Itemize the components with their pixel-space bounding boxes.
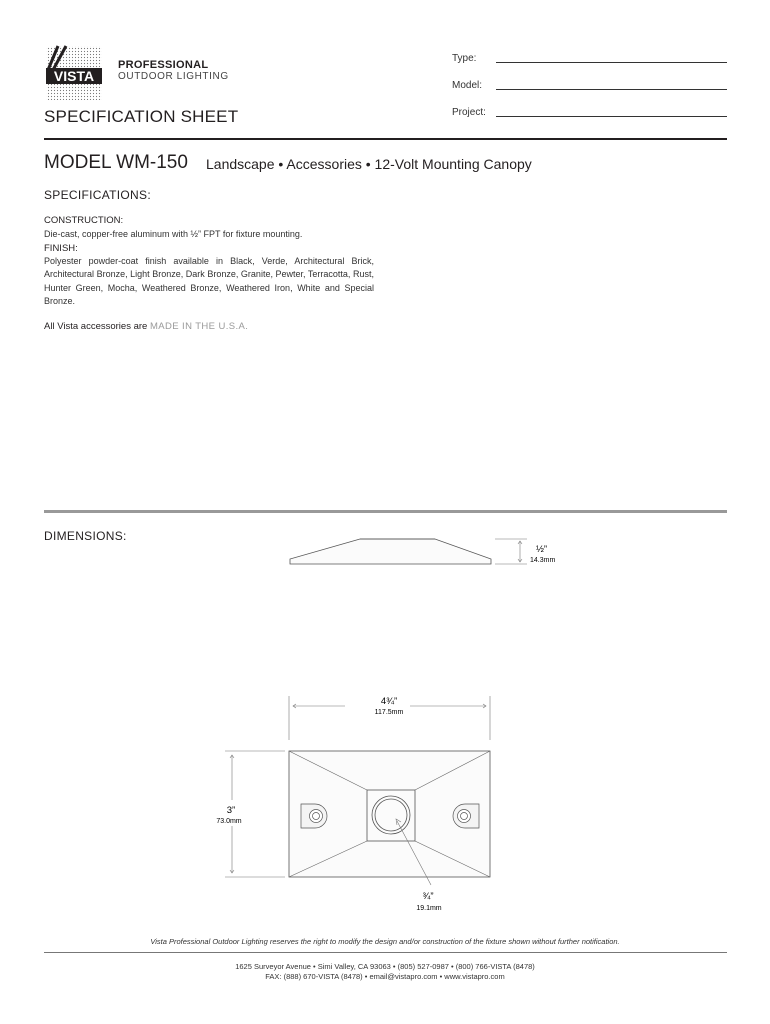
brand-outdoor-lighting: OUTDOOR LIGHTING <box>118 71 229 82</box>
height-metric: 14.3mm <box>530 557 556 564</box>
model-subtitle: Landscape • Accessories • 12-Volt Mounting Canopy <box>206 156 532 172</box>
made-in-usa-line <box>44 321 248 332</box>
dimensions-heading: DIMENSIONS: <box>44 529 127 543</box>
hole-metric: 19.1mm <box>416 905 442 912</box>
hole-imperial: ¾” <box>422 891 434 902</box>
model-title: MODEL WM-150 <box>44 152 188 173</box>
specifications-heading: SPECIFICATIONS: <box>44 188 151 202</box>
finish-label: FINISH: <box>44 243 78 254</box>
construction-text: Die-cast, copper-free aluminum with ½” FPT for fixture mounting. <box>44 229 303 239</box>
top-divider <box>44 138 727 140</box>
bottom-divider <box>44 952 727 953</box>
brand-professional: PROFESSIONAL <box>118 59 209 71</box>
vista-logo <box>44 44 104 102</box>
model-label: Model: <box>452 80 483 91</box>
model-field-line[interactable] <box>496 89 727 90</box>
canopy-profile <box>290 539 491 564</box>
center-boss <box>367 790 415 841</box>
construction-label: CONSTRUCTION: <box>44 215 124 226</box>
height-imperial: ½” <box>536 544 548 555</box>
width-metric: 117.5mm <box>374 709 404 716</box>
height-dimension-line <box>495 539 527 564</box>
footer-contact: FAX: (888) 670-VISTA (8478) • email@vistapro.com • www.vistapro.com <box>265 972 505 981</box>
made-prefix: All Vista accessories are <box>44 321 150 332</box>
width-imperial: 4¾” <box>380 696 398 707</box>
depth-imperial: 3” <box>226 805 236 816</box>
footer-address: 1625 Surveyor Avenue • Simi Valley, CA 93063 • (805) 527-0987 • (800) 766-VISTA (8478) <box>235 962 535 971</box>
project-label: Project: <box>452 107 486 118</box>
page-title: SPECIFICATION SHEET <box>44 107 239 126</box>
project-field-line[interactable] <box>496 116 727 117</box>
type-field-line[interactable] <box>496 62 727 63</box>
type-label: Type: <box>452 53 477 64</box>
svg-text:VISTA: VISTA <box>53 68 95 84</box>
side-profile-drawing <box>280 535 556 571</box>
top-view-drawing <box>205 692 515 922</box>
depth-metric: 73.0mm <box>216 818 242 825</box>
made-highlight: MADE IN THE U.S.A. <box>149 321 249 332</box>
disclaimer: Vista Professional Outdoor Lighting reserves the right to modify the design and/or construction of the fixture shown without further notification. <box>150 937 620 946</box>
middle-divider <box>44 510 727 513</box>
finish-text: Polyester powder-coat finish available in Black, Verde, Architectural Brick, Architectural Bronze, Light Bronze, Dark Bronze, Granite, Pewter, Terracotta, Rust, Hunter Green, Mocha, Weathered Bronze, Weathered Iron, White and Special Bronze. <box>44 256 374 306</box>
